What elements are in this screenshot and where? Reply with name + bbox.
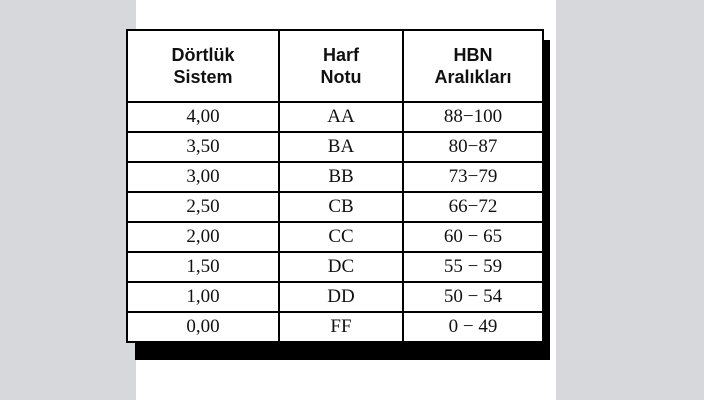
header-row bbox=[127, 30, 543, 102]
range-cell: 73−79 bbox=[403, 162, 543, 192]
quad-cell: 3,00 bbox=[127, 162, 279, 192]
header-letter-grade bbox=[279, 30, 403, 102]
table-row bbox=[127, 252, 543, 282]
range-cell: 55 − 59 bbox=[403, 252, 543, 282]
table-row bbox=[127, 312, 543, 342]
header-letter-line1: Harf bbox=[322, 45, 359, 65]
letter-cell: FF bbox=[279, 312, 403, 342]
quad-cell: 1,00 bbox=[127, 282, 279, 312]
header-hbn-line1: HBN bbox=[453, 45, 493, 65]
header-letter-line2: Notu bbox=[320, 67, 362, 87]
letter-cell: CB bbox=[279, 192, 403, 222]
range-cell: 60 − 65 bbox=[403, 222, 543, 252]
header-quad-system bbox=[127, 30, 279, 102]
header-hbn-line2: Aralıkları bbox=[434, 67, 512, 87]
quad-cell: 2,50 bbox=[127, 192, 279, 222]
quad-cell: 4,00 bbox=[127, 102, 279, 132]
table-row bbox=[127, 132, 543, 162]
header-quad-line2: Sistem bbox=[173, 67, 233, 87]
range-cell: 0 − 49 bbox=[403, 312, 543, 342]
letter-cell: BA bbox=[279, 132, 403, 162]
quad-cell: 0,00 bbox=[127, 312, 279, 342]
quad-cell: 2,00 bbox=[127, 222, 279, 252]
table-row bbox=[127, 162, 543, 192]
table-row bbox=[127, 282, 543, 312]
letter-cell: AA bbox=[279, 102, 403, 132]
table-row bbox=[127, 222, 543, 252]
header-quad-line1: Dörtlük bbox=[171, 45, 235, 65]
letter-cell: BB bbox=[279, 162, 403, 192]
range-cell: 88−100 bbox=[403, 102, 543, 132]
range-cell: 66−72 bbox=[403, 192, 543, 222]
grade-conversion-table bbox=[126, 29, 544, 343]
letter-cell: DC bbox=[279, 252, 403, 282]
table-row bbox=[127, 102, 543, 132]
letter-cell: CC bbox=[279, 222, 403, 252]
letter-cell: DD bbox=[279, 282, 403, 312]
range-cell: 50 − 54 bbox=[403, 282, 543, 312]
range-cell: 80−87 bbox=[403, 132, 543, 162]
table-row bbox=[127, 192, 543, 222]
header-hbn-ranges bbox=[403, 30, 543, 102]
quad-cell: 1,50 bbox=[127, 252, 279, 282]
quad-cell: 3,50 bbox=[127, 132, 279, 162]
